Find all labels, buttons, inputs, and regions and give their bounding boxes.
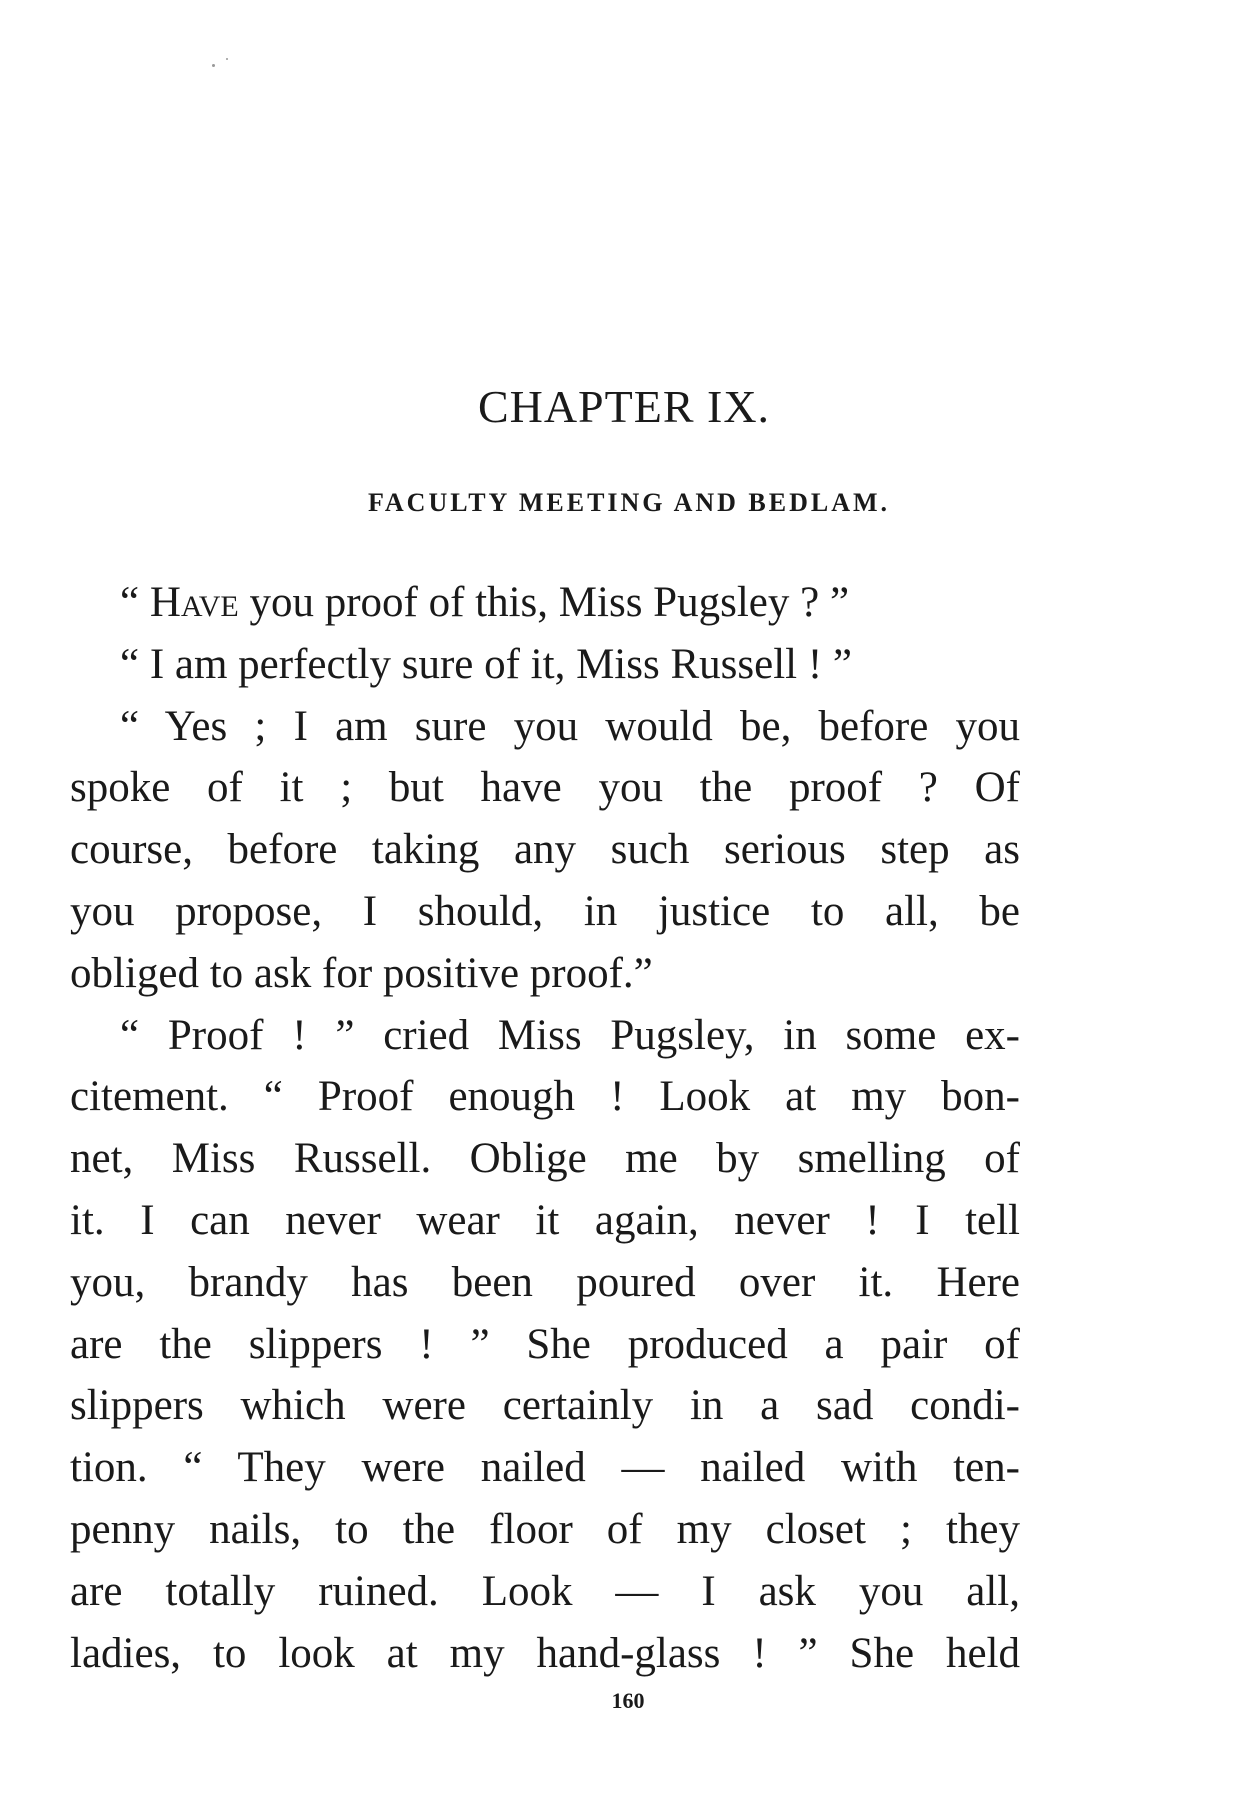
text-line: “ Have you proof of this, Miss Pugsley ? ” <box>120 579 850 626</box>
text-line: course, before taking any such serious step as <box>70 826 1020 874</box>
text-line: penny nails, to the floor of my closet ; they <box>70 1505 1020 1553</box>
text-line: “ Yes ; I am sure you would be, before you <box>120 702 1020 750</box>
body-text <box>70 572 1020 1684</box>
text-line: are the slippers ! ” She produced a pair of <box>70 1320 1020 1368</box>
text-line: obliged to ask for positive proof.” <box>70 949 653 997</box>
scan-speck <box>212 64 215 67</box>
text-line: you, brandy has been poured over it. Here <box>70 1258 1020 1306</box>
text-line: tion. “ They were nailed — nailed with ten- <box>70 1444 1020 1492</box>
text-line: slippers which were certainly in a sad condi- <box>70 1382 1020 1430</box>
text-line: net, Miss Russell. Oblige me by smelling of <box>70 1135 1020 1183</box>
text-line: “ Proof ! ” cried Miss Pugsley, in some ex- <box>120 1011 1020 1059</box>
text-line: are totally ruined. Look — I ask you all, <box>70 1567 1020 1615</box>
chapter-subtitle: FACULTY MEETING AND BEDLAM. <box>367 488 891 517</box>
text-line: it. I can never wear it again, never ! I tell <box>70 1196 1020 1244</box>
scan-speck <box>226 58 228 60</box>
text-line: citement. “ Proof enough ! Look at my bon- <box>70 1073 1020 1121</box>
text-line: “ I am perfectly sure of it, Miss Russell ! ” <box>120 640 853 688</box>
text-line: ladies, to look at my hand-glass ! ” She held <box>70 1629 1020 1677</box>
opening-line-rest: you proof of this, Miss Pugsley ? ” <box>249 579 850 626</box>
page-number: 160 <box>611 1688 645 1713</box>
chapter-title: CHAPTER IX. <box>477 381 771 432</box>
text-line: spoke of it ; but have you the proof ? Of <box>70 764 1020 812</box>
opening-word: Have <box>149 579 239 626</box>
text-line: you propose, I should, in justice to all, be <box>70 887 1020 935</box>
